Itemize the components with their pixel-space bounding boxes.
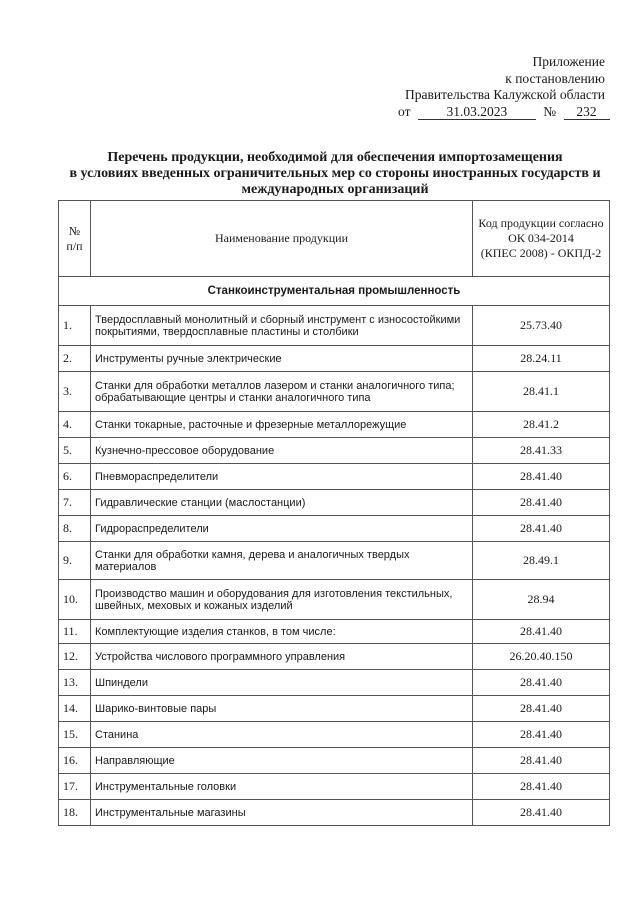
row-number: 1. bbox=[59, 306, 91, 346]
table-row bbox=[59, 490, 610, 516]
table-row bbox=[59, 464, 610, 490]
table-row bbox=[59, 696, 610, 722]
row-number: 6. bbox=[59, 464, 91, 490]
table-row bbox=[59, 346, 610, 372]
document-title bbox=[40, 150, 630, 198]
table-row bbox=[59, 580, 610, 620]
appendix-line-3: Правительства Калужской области bbox=[404, 87, 605, 102]
row-name: Инструментальные головки bbox=[91, 774, 473, 800]
table-row bbox=[59, 722, 610, 748]
table-row bbox=[59, 748, 610, 774]
row-number: 9. bbox=[59, 542, 91, 580]
appendix-line-2: к постановлению bbox=[505, 70, 605, 86]
decree-date-line bbox=[398, 104, 610, 120]
table-row bbox=[59, 412, 610, 438]
row-code: 28.41.40 bbox=[473, 516, 610, 542]
row-number: 10. bbox=[59, 580, 91, 620]
row-number: 13. bbox=[59, 670, 91, 696]
header-name: Наименование продукции bbox=[91, 201, 473, 277]
header-num: № п/п bbox=[59, 201, 91, 277]
table-row bbox=[59, 372, 610, 412]
table-header-row bbox=[59, 201, 610, 277]
table-row bbox=[59, 774, 610, 800]
number-label: № bbox=[543, 104, 557, 119]
row-number: 15. bbox=[59, 722, 91, 748]
title-line-1: Перечень продукции, необходимой для обеспечения импортозамещения bbox=[107, 150, 563, 165]
row-name: Производство машин и оборудования для изготовления текстильных, швейных, меховых и кожаных изделий bbox=[91, 580, 473, 620]
title-line-2: в условиях введенных ограничительных мер со стороны иностранных государств и bbox=[69, 166, 601, 181]
row-name: Шарико-винтовые пары bbox=[91, 696, 473, 722]
table-row bbox=[59, 800, 610, 826]
table-row bbox=[59, 438, 610, 464]
section-row bbox=[59, 277, 610, 306]
row-name: Комплектующие изделия станков, в том числе: bbox=[91, 620, 473, 644]
row-name: Инструменты ручные электрические bbox=[91, 346, 473, 372]
row-code: 28.41.40 bbox=[473, 748, 610, 774]
row-name: Станки для обработки камня, дерева и аналогичных твердых материалов bbox=[91, 542, 473, 580]
section-title: Станкоинструментальная промышленность bbox=[59, 277, 610, 306]
row-number: 11. bbox=[59, 620, 91, 644]
row-name: Гидравлические станции (маслостанции) bbox=[91, 490, 473, 516]
row-code: 28.41.40 bbox=[473, 696, 610, 722]
row-code: 28.41.40 bbox=[473, 774, 610, 800]
table-row bbox=[59, 516, 610, 542]
row-name: Станина bbox=[91, 722, 473, 748]
table-row bbox=[59, 670, 610, 696]
header-code-line-2: ОК 034-2014 bbox=[508, 231, 574, 245]
decree-number: 232 bbox=[564, 105, 610, 120]
row-name: Направляющие bbox=[91, 748, 473, 774]
row-code: 28.41.40 bbox=[473, 490, 610, 516]
decree-date: 31.03.2023 bbox=[418, 105, 536, 120]
row-code: 28.41.1 bbox=[473, 372, 610, 412]
from-label: от bbox=[398, 104, 411, 119]
row-code: 28.41.33 bbox=[473, 438, 610, 464]
row-name: Станки токарные, расточные и фрезерные металлорежущие bbox=[91, 412, 473, 438]
row-number: 7. bbox=[59, 490, 91, 516]
appendix-block bbox=[405, 54, 605, 104]
row-code: 28.41.40 bbox=[473, 464, 610, 490]
row-code: 28.41.40 bbox=[473, 620, 610, 644]
header-code bbox=[473, 201, 610, 277]
row-name: Твердосплавный монолитный и сборный инструмент с износостойкими покрытиями, твердосплавные пластины и столбики bbox=[91, 306, 473, 346]
table-row bbox=[59, 620, 610, 644]
header-code-line-3: (КПЕС 2008) - ОКПД-2 bbox=[480, 246, 602, 260]
row-code: 28.41.40 bbox=[473, 800, 610, 826]
row-code: 28.41.40 bbox=[473, 722, 610, 748]
row-code: 28.94 bbox=[473, 580, 610, 620]
title-line-3: международных организаций bbox=[241, 182, 429, 197]
row-code: 28.24.11 bbox=[473, 346, 610, 372]
row-name: Шпиндели bbox=[91, 670, 473, 696]
row-code: 25.73.40 bbox=[473, 306, 610, 346]
row-name: Кузнечно-прессовое оборудование bbox=[91, 438, 473, 464]
header-code-line-1: Код продукции согласно bbox=[478, 216, 604, 230]
row-number: 18. bbox=[59, 800, 91, 826]
row-number: 2. bbox=[59, 346, 91, 372]
row-number: 16. bbox=[59, 748, 91, 774]
row-number: 8. bbox=[59, 516, 91, 542]
row-number: 17. bbox=[59, 774, 91, 800]
row-number: 4. bbox=[59, 412, 91, 438]
row-number: 12. bbox=[59, 644, 91, 670]
row-code: 28.49.1 bbox=[473, 542, 610, 580]
row-code: 28.41.2 bbox=[473, 412, 610, 438]
row-name: Станки для обработки металлов лазером и станки аналогичного типа; обрабатывающие центры и станки аналогичного типа bbox=[91, 372, 473, 412]
row-number: 5. bbox=[59, 438, 91, 464]
row-name: Пневмораспределители bbox=[91, 464, 473, 490]
row-name: Устройства числового программного управления bbox=[91, 644, 473, 670]
table-row bbox=[59, 542, 610, 580]
row-code: 28.41.40 bbox=[473, 670, 610, 696]
appendix-title: Приложение bbox=[532, 54, 605, 69]
row-name: Гидрораспределители bbox=[91, 516, 473, 542]
product-table bbox=[58, 200, 610, 826]
row-code: 26.20.40.150 bbox=[473, 644, 610, 670]
row-number: 14. bbox=[59, 696, 91, 722]
table-row bbox=[59, 644, 610, 670]
row-number: 3. bbox=[59, 372, 91, 412]
row-name: Инструментальные магазины bbox=[91, 800, 473, 826]
table-body bbox=[59, 277, 610, 826]
table-row bbox=[59, 306, 610, 346]
